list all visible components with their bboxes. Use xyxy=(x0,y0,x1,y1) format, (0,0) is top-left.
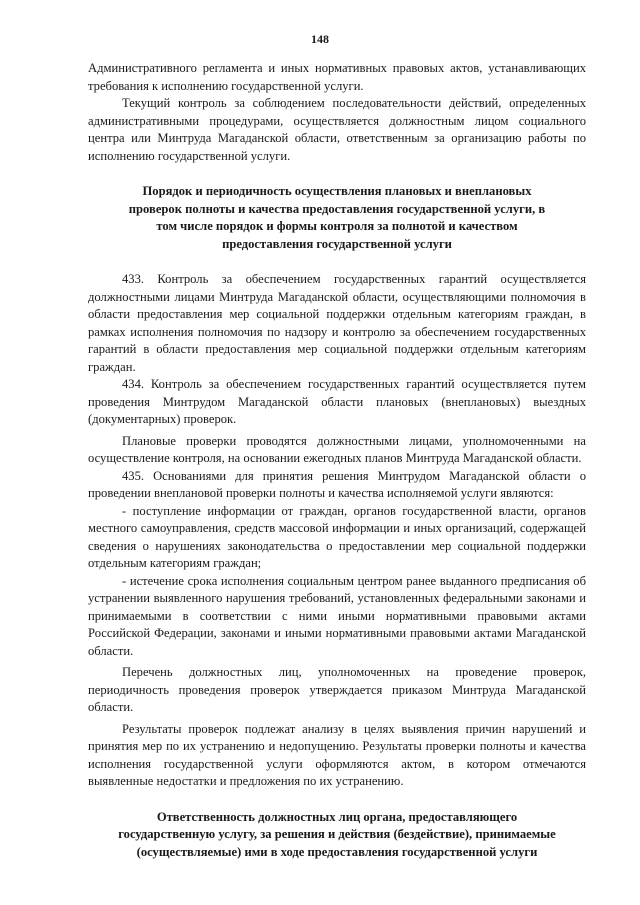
paragraph: Результаты проверок подлежат анализу в целях выявления причин нарушений и принятия мер по их устранению и недопущению. Результаты проверки полноты и качества исполнения государственной услуги оформляются актом, в котором отмечаются выявленные недостатки и предложения по их устранению. xyxy=(88,721,586,788)
section-heading: Порядок и периодичность осуществления плановых и внеплановых проверок полноты и качества предоставления государственной услуги, в том числе порядок и формы контроля за полнотой и качеством предоставления государственной услуги xyxy=(128,184,546,251)
paragraph: Текущий контроль за соблюдением последовательности действий, определенных административными процедурами, осуществляется должностным лицом социального центра или Минтруда Магаданской области, ответственным за организацию работы по исполнению государственной услуги. xyxy=(88,96,586,163)
paragraph: Административного регламента и иных нормативных правовых актов, устанавливающих требования к исполнению государственной услуги. xyxy=(88,61,586,93)
paragraph: Плановые проверки проводятся должностными лицами, уполномоченными на осуществление контроля, на основании ежегодных планов Минтруда Магаданской области. xyxy=(88,433,586,465)
list-item: - истечение срока исполнения социальным центром ранее выданного предписания об устранении выявленного нарушения требований, установленных федеральными законами и принимаемыми в соответствии с ними иными нормативными правовыми актами Российской Федерации, законами и иными нормативными правовыми актами Магаданской области. xyxy=(88,573,586,658)
paragraph: 434. Контроль за обеспечением государственных гарантий осуществляется путем проведения Минтрудом Магаданской области плановых (внеплановых) выездных (документарных) проверок. xyxy=(88,377,586,426)
paragraph: 435. Основаниями для принятия решения Минтрудом Магаданской области о проведении внеплановой проверки полноты и качества исполняемой услуги являются: xyxy=(88,468,586,500)
paragraph: 433. Контроль за обеспечением государственных гарантий осуществляется должностными лицами Минтруда Магаданской области, осуществляющими полномочия в области предоставления мер социальной поддержки отдельным категориям граждан, в рамках исполнения полномочия по надзору и контролю за обеспечением государственных гарантий в области предоставления мер социальной поддержки отдельным категориям граждан. xyxy=(88,272,586,374)
section-heading: Ответственность должностных лиц органа, предоставляющего государственную услугу, за решения и действия (бездействие), принимаемые (осуществляемые) ими в ходе предоставления государственной услуги xyxy=(118,809,556,859)
page-content xyxy=(88,60,586,861)
paragraph: Перечень должностных лиц, уполномоченных на проведение проверок, периодичность проведения проверок утверждается приказом Минтруда Магаданской области. xyxy=(88,665,586,714)
page-number: 148 xyxy=(311,32,329,46)
list-item: - поступление информации от граждан, органов государственной власти, органов местного самоуправления, средств массовой информации и иных организаций, содержащей сведения о нарушениях законодательства о предоставлении мер социальной поддержки отдельным категориям граждан; xyxy=(88,503,586,570)
